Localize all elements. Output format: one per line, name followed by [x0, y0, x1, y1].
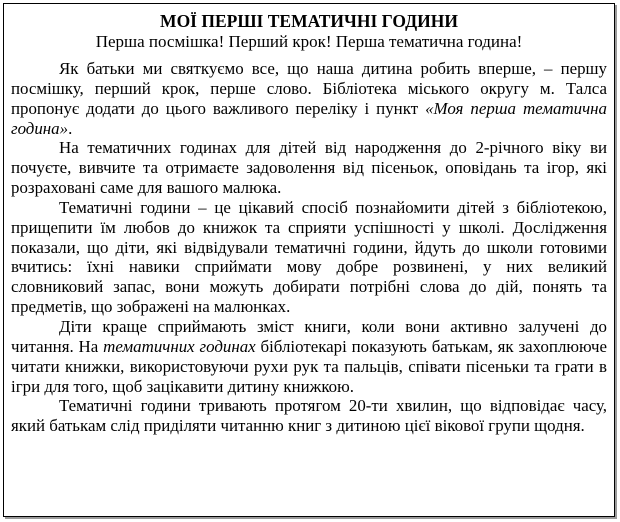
paragraph-1-text: Як батьки ми святкуємо все, що наша дитина робить вперше, – першу посмішку, перший крок, перше слово. Бібліотека міського округу м. Талса пропонує додати до цього важливого переліку і пункт: [11, 59, 607, 118]
document-subtitle: Перша посмішка! Перший крок! Перша тематична година!: [95, 32, 523, 51]
paragraph-2: На тематичних годинах для дітей від народження до 2-річного віку ви почуєте, вивчите та отримаєте задоволення від пісеньок, оповідань та ігор, які розраховані саме для вашого малюка.: [11, 138, 607, 198]
paragraph-4: [11, 317, 607, 396]
paragraph-1-end: .: [68, 118, 73, 138]
paragraph-4-end: бібліотекарі показують батькам, як захоплююче читати книжки, використовуючи рухи рук та пальців, співати пісеньки та грати в ігри для того, щоб зацікавити дитину книжкою.: [11, 336, 607, 396]
paragraph-1-emphasis: «Моя перша тематична година»: [11, 98, 607, 138]
paragraph-4-text: Діти краще сприймають зміст книги, коли вони активно залучені до читання. На: [11, 316, 607, 356]
text-box: [3, 3, 615, 517]
document-title: МОЇ ПЕРШІ ТЕМАТИЧНІ ГОДИНИ: [160, 11, 458, 31]
paragraph-5: Тематичні години тривають протягом 20-ти хвилин, що відповідає часу, який батькам слід приділяти читанню книг з дитиною цієї вікової групи щодня.: [11, 396, 607, 436]
paragraph-1: [11, 59, 607, 138]
paragraph-3: Тематичні години – це цікавий спосіб познайомити дітей з бібліотекою, прищепити їм любов до книжок та сприяти успішності у школі. Дослідження показали, що діти, які відвідували тематичні години, йдуть до школи готовими вчитись: їхні навики сприймати мову добре розвинені, у них великий словниковий запас, вони можуть добирати потрібні слова до дій, понять та предметів, що зображені на малюнках.: [11, 197, 607, 317]
paragraph-4-emphasis: тематичних годинах: [103, 336, 256, 356]
